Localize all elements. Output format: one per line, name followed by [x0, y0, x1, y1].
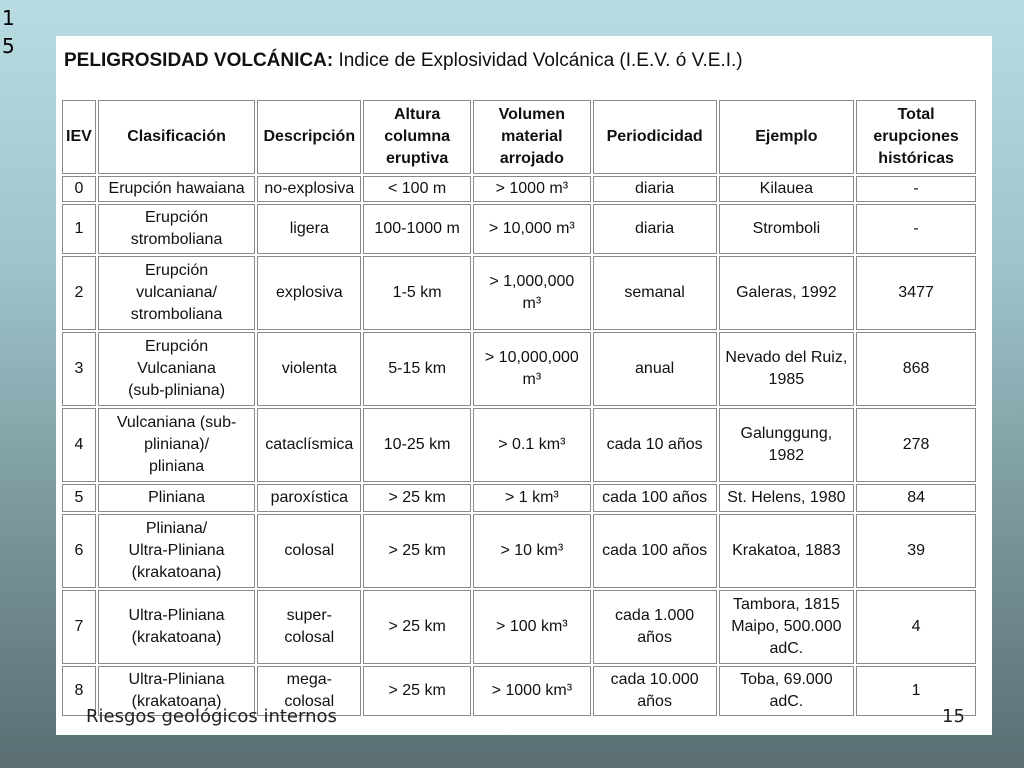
cell-volumen: > 1,000,000 m³: [473, 256, 591, 330]
cell-descripcion: paroxística: [257, 484, 361, 512]
cell-total: -: [856, 204, 976, 254]
cell-clasificacion: Erupción hawaiana: [98, 176, 256, 202]
cell-ejemplo: Krakatoa, 1883: [719, 514, 855, 588]
cell-volumen: > 1000 km³: [473, 666, 591, 716]
cell-clasificacion: Vulcaniana (sub- pliniana)/ pliniana: [98, 408, 256, 482]
cell-iev: 4: [62, 408, 96, 482]
cell-volumen: > 100 km³: [473, 590, 591, 664]
cell-descripcion: colosal: [257, 514, 361, 588]
cell-clasificacion: Ultra-Pliniana (krakatoana): [98, 590, 256, 664]
header-descripcion: Descripción: [257, 100, 361, 174]
cell-clasificacion: Pliniana/ Ultra-Pliniana (krakatoana): [98, 514, 256, 588]
cell-volumen: > 10 km³: [473, 514, 591, 588]
cell-altura: 100-1000 m: [363, 204, 471, 254]
cell-total: 84: [856, 484, 976, 512]
cell-descripcion: ligera: [257, 204, 361, 254]
cell-total: 868: [856, 332, 976, 406]
cell-altura: > 25 km: [363, 666, 471, 716]
cell-iev: 7: [62, 590, 96, 664]
cell-descripcion: no-explosiva: [257, 176, 361, 202]
table-row: [62, 514, 976, 588]
cell-descripcion: cataclísmica: [257, 408, 361, 482]
cell-descripcion: mega- colosal: [257, 666, 361, 716]
cell-ejemplo: Galeras, 1992: [719, 256, 855, 330]
cell-ejemplo: Galunggung, 1982: [719, 408, 855, 482]
cell-periodicidad: cada 10.000 años: [593, 666, 717, 716]
table-row: [62, 332, 976, 406]
table-row: [62, 176, 976, 202]
header-ejemplo: Ejemplo: [719, 100, 855, 174]
cell-descripcion: super- colosal: [257, 590, 361, 664]
slide-number-vertical: 15: [2, 6, 15, 58]
cell-periodicidad: semanal: [593, 256, 717, 330]
cell-iev: 2: [62, 256, 96, 330]
cell-iev: 0: [62, 176, 96, 202]
cell-altura: 5-15 km: [363, 332, 471, 406]
cell-periodicidad: cada 10 años: [593, 408, 717, 482]
footer-page-number: 15: [942, 706, 965, 727]
cell-ejemplo: St. Helens, 1980: [719, 484, 855, 512]
cell-descripcion: violenta: [257, 332, 361, 406]
cell-volumen: > 10,000 m³: [473, 204, 591, 254]
header-iev: IEV: [62, 100, 96, 174]
header-periodicidad: Periodicidad: [593, 100, 717, 174]
header-clasificacion: Clasificación: [98, 100, 256, 174]
cell-altura: 10-25 km: [363, 408, 471, 482]
header-altura: Altura columna eruptiva: [363, 100, 471, 174]
cell-descripcion: explosiva: [257, 256, 361, 330]
cell-volumen: > 1 km³: [473, 484, 591, 512]
cell-iev: 6: [62, 514, 96, 588]
cell-ejemplo: Toba, 69.000 adC.: [719, 666, 855, 716]
cell-total: -: [856, 176, 976, 202]
cell-periodicidad: diaria: [593, 176, 717, 202]
slide-panel: [56, 36, 992, 735]
cell-altura: > 25 km: [363, 514, 471, 588]
table-row: [62, 408, 976, 482]
cell-volumen: > 0.1 km³: [473, 408, 591, 482]
cell-clasificacion: Pliniana: [98, 484, 256, 512]
cell-total: 1: [856, 666, 976, 716]
cell-volumen: > 10,000,000 m³: [473, 332, 591, 406]
cell-periodicidad: cada 1.000 años: [593, 590, 717, 664]
cell-altura: > 25 km: [363, 590, 471, 664]
table-row: [62, 256, 976, 330]
cell-total: 39: [856, 514, 976, 588]
header-volumen: Volumen material arrojado: [473, 100, 591, 174]
cell-total: 3477: [856, 256, 976, 330]
cell-total: 4: [856, 590, 976, 664]
cell-altura: > 25 km: [363, 484, 471, 512]
cell-altura: 1-5 km: [363, 256, 471, 330]
cell-clasificacion: Erupción stromboliana: [98, 204, 256, 254]
table-row: [62, 590, 976, 664]
cell-ejemplo: Nevado del Ruiz, 1985: [719, 332, 855, 406]
cell-ejemplo: Tambora, 1815 Maipo, 500.000 adC.: [719, 590, 855, 664]
cell-periodicidad: diaria: [593, 204, 717, 254]
cell-periodicidad: cada 100 años: [593, 484, 717, 512]
cell-iev: 1: [62, 204, 96, 254]
header-total: Total erupciones históricas: [856, 100, 976, 174]
cell-iev: 8: [62, 666, 96, 716]
cell-clasificacion: Erupción Vulcaniana (sub-pliniana): [98, 332, 256, 406]
table-row: [62, 204, 976, 254]
cell-periodicidad: cada 100 años: [593, 514, 717, 588]
cell-periodicidad: anual: [593, 332, 717, 406]
slide-title-rest: Indice de Explosividad Volcánica (I.E.V. ó V.E.I.): [333, 50, 743, 71]
slide-title: [64, 50, 743, 72]
cell-total: 278: [856, 408, 976, 482]
cell-altura: < 100 m: [363, 176, 471, 202]
cell-iev: 5: [62, 484, 96, 512]
vei-table: [60, 98, 978, 718]
slide-title-bold: PELIGROSIDAD VOLCÁNICA:: [64, 50, 334, 71]
table-header-row: [62, 100, 976, 174]
cell-clasificacion: Ultra-Pliniana (krakatoana): [98, 666, 256, 716]
footer-course-title: Riesgos geológicos internos: [86, 706, 337, 727]
cell-ejemplo: Kilauea: [719, 176, 855, 202]
cell-ejemplo: Stromboli: [719, 204, 855, 254]
cell-volumen: > 1000 m³: [473, 176, 591, 202]
cell-iev: 3: [62, 332, 96, 406]
cell-clasificacion: Erupción vulcaniana/ stromboliana: [98, 256, 256, 330]
table-row: [62, 484, 976, 512]
